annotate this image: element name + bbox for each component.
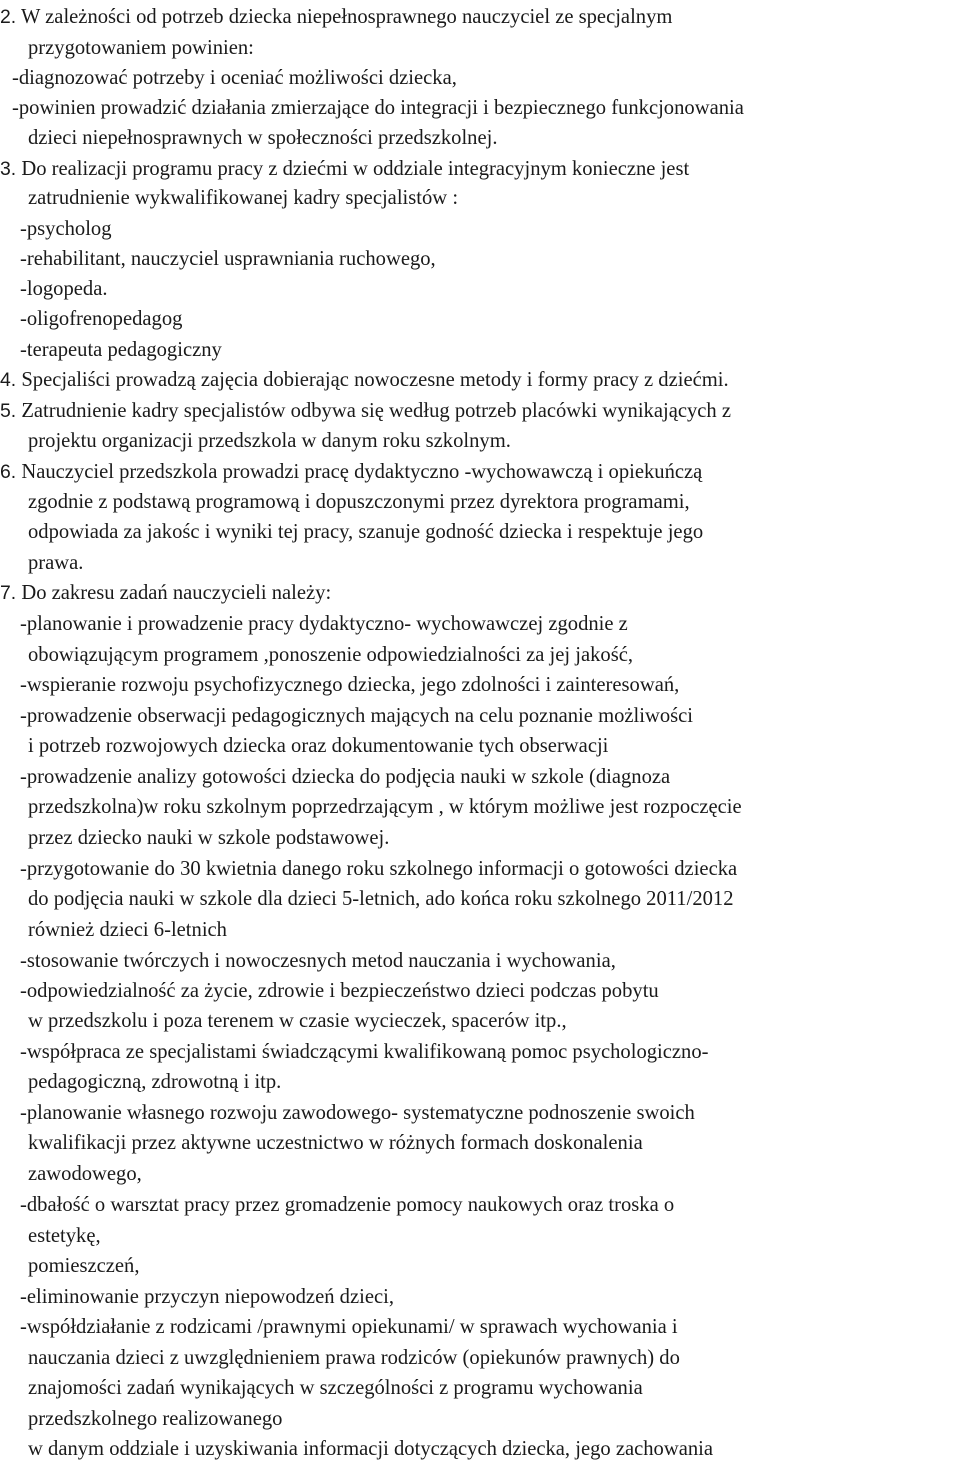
numbered-paragraph-line — [0, 578, 331, 608]
paragraph-number: 6. — [0, 461, 17, 483]
numbered-paragraph-line — [0, 457, 702, 487]
line-text: w danym oddziale i uzyskiwania informacji dotyczących dziecka, jego zachowania — [28, 1438, 714, 1460]
text-line — [28, 517, 703, 547]
line-text: Zatrudnienie kadry specjalistów odbywa się według potrzeb placówki wynikających z — [16, 400, 732, 422]
text-line — [28, 792, 742, 822]
text-line — [20, 854, 737, 884]
text-line — [28, 33, 254, 63]
line-text: pedagogiczną, zdrowotną i itp. — [28, 1071, 282, 1093]
line-text: przedszkolna)w roku szkolnym poprzedrzającym , w którym możliwe jest rozpoczęcie — [28, 796, 742, 818]
text-line — [28, 1343, 680, 1373]
line-text: -prowadzenie analizy gotowości dziecka do podjęcia nauki w szkole (diagnoza — [20, 766, 671, 788]
line-text: -planowanie własnego rozwoju zawodowego- systematyczne podnoszenie swoich — [20, 1102, 695, 1124]
text-line — [28, 487, 690, 517]
line-text: obowiązującym programem ,ponoszenie odpowiedzialności za jej jakość, — [28, 644, 634, 666]
line-text: w przedszkolu i poza terenem w czasie wycieczek, spacerów itp., — [28, 1010, 567, 1032]
numbered-paragraph-line — [0, 154, 689, 184]
line-text: Do zakresu zadań nauczycieli należy: — [16, 582, 332, 604]
text-line — [20, 609, 628, 639]
line-text: pomieszczeń, — [28, 1255, 140, 1277]
numbered-paragraph-line — [0, 2, 672, 32]
text-line — [20, 244, 436, 274]
text-line — [28, 1404, 282, 1434]
text-line — [28, 1128, 643, 1158]
line-text: znajomości zadań wynikających w szczególności z programu wychowania — [28, 1377, 643, 1399]
line-text: -oligofrenopedagog — [20, 308, 183, 330]
text-line — [20, 946, 616, 976]
line-text: odpowiada za jakośc i wyniki tej pracy, szanuje godność dziecka i respektuje jego — [28, 521, 704, 543]
text-line — [28, 731, 608, 761]
line-text: przedszkolnego realizowanego — [28, 1408, 283, 1430]
text-line — [28, 548, 83, 578]
line-text: -terapeuta pedagogiczny — [20, 339, 222, 361]
text-line — [28, 915, 227, 945]
line-text: do podjęcia nauki w szkole dla dzieci 5-letnich, ado końca roku szkolnego 2011/2012 — [28, 888, 734, 910]
text-line — [20, 701, 693, 731]
numbered-paragraph-line — [0, 396, 731, 426]
line-text: zatrudnienie wykwalifikowanej kadry specjalistów : — [28, 187, 459, 209]
text-line — [20, 1037, 709, 1067]
line-text: -rehabilitant, nauczyciel usprawniania ruchowego, — [20, 248, 436, 270]
text-line — [20, 1282, 394, 1312]
line-text: -diagnozować potrzeby i oceniać możliwości dziecka, — [12, 67, 457, 89]
paragraph-number: 7. — [0, 582, 17, 604]
line-text: -współpraca ze specjalistami świadczącymi kwalifikowaną pomoc psychologiczno- — [20, 1041, 709, 1063]
line-text: -planowanie i prowadzenie pracy dydaktyczno- wychowawczej zgodnie z — [20, 613, 628, 635]
text-line — [28, 823, 389, 853]
line-text: -prowadzenie obserwacji pedagogicznych mających na celu poznanie możliwości — [20, 705, 694, 727]
text-line — [20, 976, 659, 1006]
line-text: -powinien prowadzić działania zmierzające do integracji i bezpiecznego funkcjonowania — [12, 97, 744, 119]
line-text: Nauczyciel przedszkola prowadzi pracę dydaktyczno -wychowawczą i opiekuńczą — [16, 461, 703, 483]
text-line — [20, 1312, 678, 1342]
paragraph-number: 4. — [0, 369, 17, 391]
line-text: -wspieranie rozwoju psychofizycznego dziecka, jego zdolności i zainteresowań, — [20, 674, 680, 696]
text-line — [28, 1006, 567, 1036]
text-line — [12, 63, 457, 93]
line-text: również dzieci 6-letnich — [28, 919, 227, 941]
line-text: projektu organizacji przedszkola w danym roku szkolnym. — [28, 430, 511, 452]
line-text: dzieci niepełnosprawnych w społeczności przedszkolnej. — [28, 127, 498, 149]
text-line — [20, 274, 108, 304]
text-line — [20, 1098, 695, 1128]
paragraph-number: 5. — [0, 400, 17, 422]
text-line — [28, 884, 734, 914]
line-text: zawodowego, — [28, 1163, 142, 1185]
paragraph-number: 3. — [0, 158, 17, 180]
line-text: W zależności od potrzeb dziecka niepełnosprawnego nauczyciel ze specjalnym — [16, 6, 673, 28]
text-line — [20, 335, 222, 365]
text-line — [28, 1159, 142, 1189]
paragraph-number: 2. — [0, 6, 17, 28]
text-line — [12, 93, 744, 123]
text-line — [28, 123, 497, 153]
text-line — [28, 640, 633, 670]
text-line — [20, 670, 679, 700]
text-line — [20, 214, 112, 244]
line-text: kwalifikacji przez aktywne uczestnictwo w różnych formach doskonalenia — [28, 1132, 643, 1154]
line-text: -współdziałanie z rodzicami /prawnymi opiekunami/ w sprawach wychowania i — [20, 1316, 678, 1338]
line-text: przez dziecko nauki w szkole podstawowej. — [28, 827, 390, 849]
text-line — [28, 1251, 140, 1281]
text-line — [28, 1221, 101, 1251]
line-text: -logopeda. — [20, 278, 108, 300]
line-text: Do realizacji programu pracy z dziećmi w oddziale integracyjnym konieczne jest — [16, 158, 690, 180]
line-text: zgodnie z podstawą programową i dopuszczonymi przez dyrektora programami, — [28, 491, 690, 513]
text-line — [28, 1067, 281, 1097]
line-text: -psycholog — [20, 218, 112, 240]
line-text: -eliminowanie przyczyn niepowodzeń dzieci, — [20, 1286, 394, 1308]
text-line — [28, 1434, 713, 1464]
line-text: -dbałość o warsztat pracy przez gromadzenie pomocy naukowych oraz troska o — [20, 1194, 675, 1216]
line-text: -stosowanie twórczych i nowoczesnych metod nauczania i wychowania, — [20, 950, 616, 972]
line-text: nauczania dzieci z uwzględnieniem prawa rodziców (opiekunów prawnych) do — [28, 1347, 680, 1369]
line-text: Specjaliści prowadzą zajęcia dobierając nowoczesne metody i formy pracy z dziećmi. — [16, 369, 729, 391]
text-line — [20, 304, 182, 334]
line-text: i potrzeb rozwojowych dziecka oraz dokumentowanie tych obserwacji — [28, 735, 609, 757]
line-text: estetykę, — [28, 1225, 101, 1247]
text-line — [20, 1190, 674, 1220]
line-text: -odpowiedzialność za życie, zdrowie i bezpieczeństwo dzieci podczas pobytu — [20, 980, 659, 1002]
numbered-paragraph-line — [0, 365, 729, 395]
line-text: prawa. — [28, 552, 84, 574]
text-line — [28, 426, 511, 456]
text-line — [28, 1373, 643, 1403]
text-line — [28, 183, 458, 213]
text-line — [20, 762, 670, 792]
line-text: przygotowaniem powinien: — [28, 37, 254, 59]
line-text: -przygotowanie do 30 kwietnia danego roku szkolnego informacji o gotowości dziecka — [20, 858, 738, 880]
